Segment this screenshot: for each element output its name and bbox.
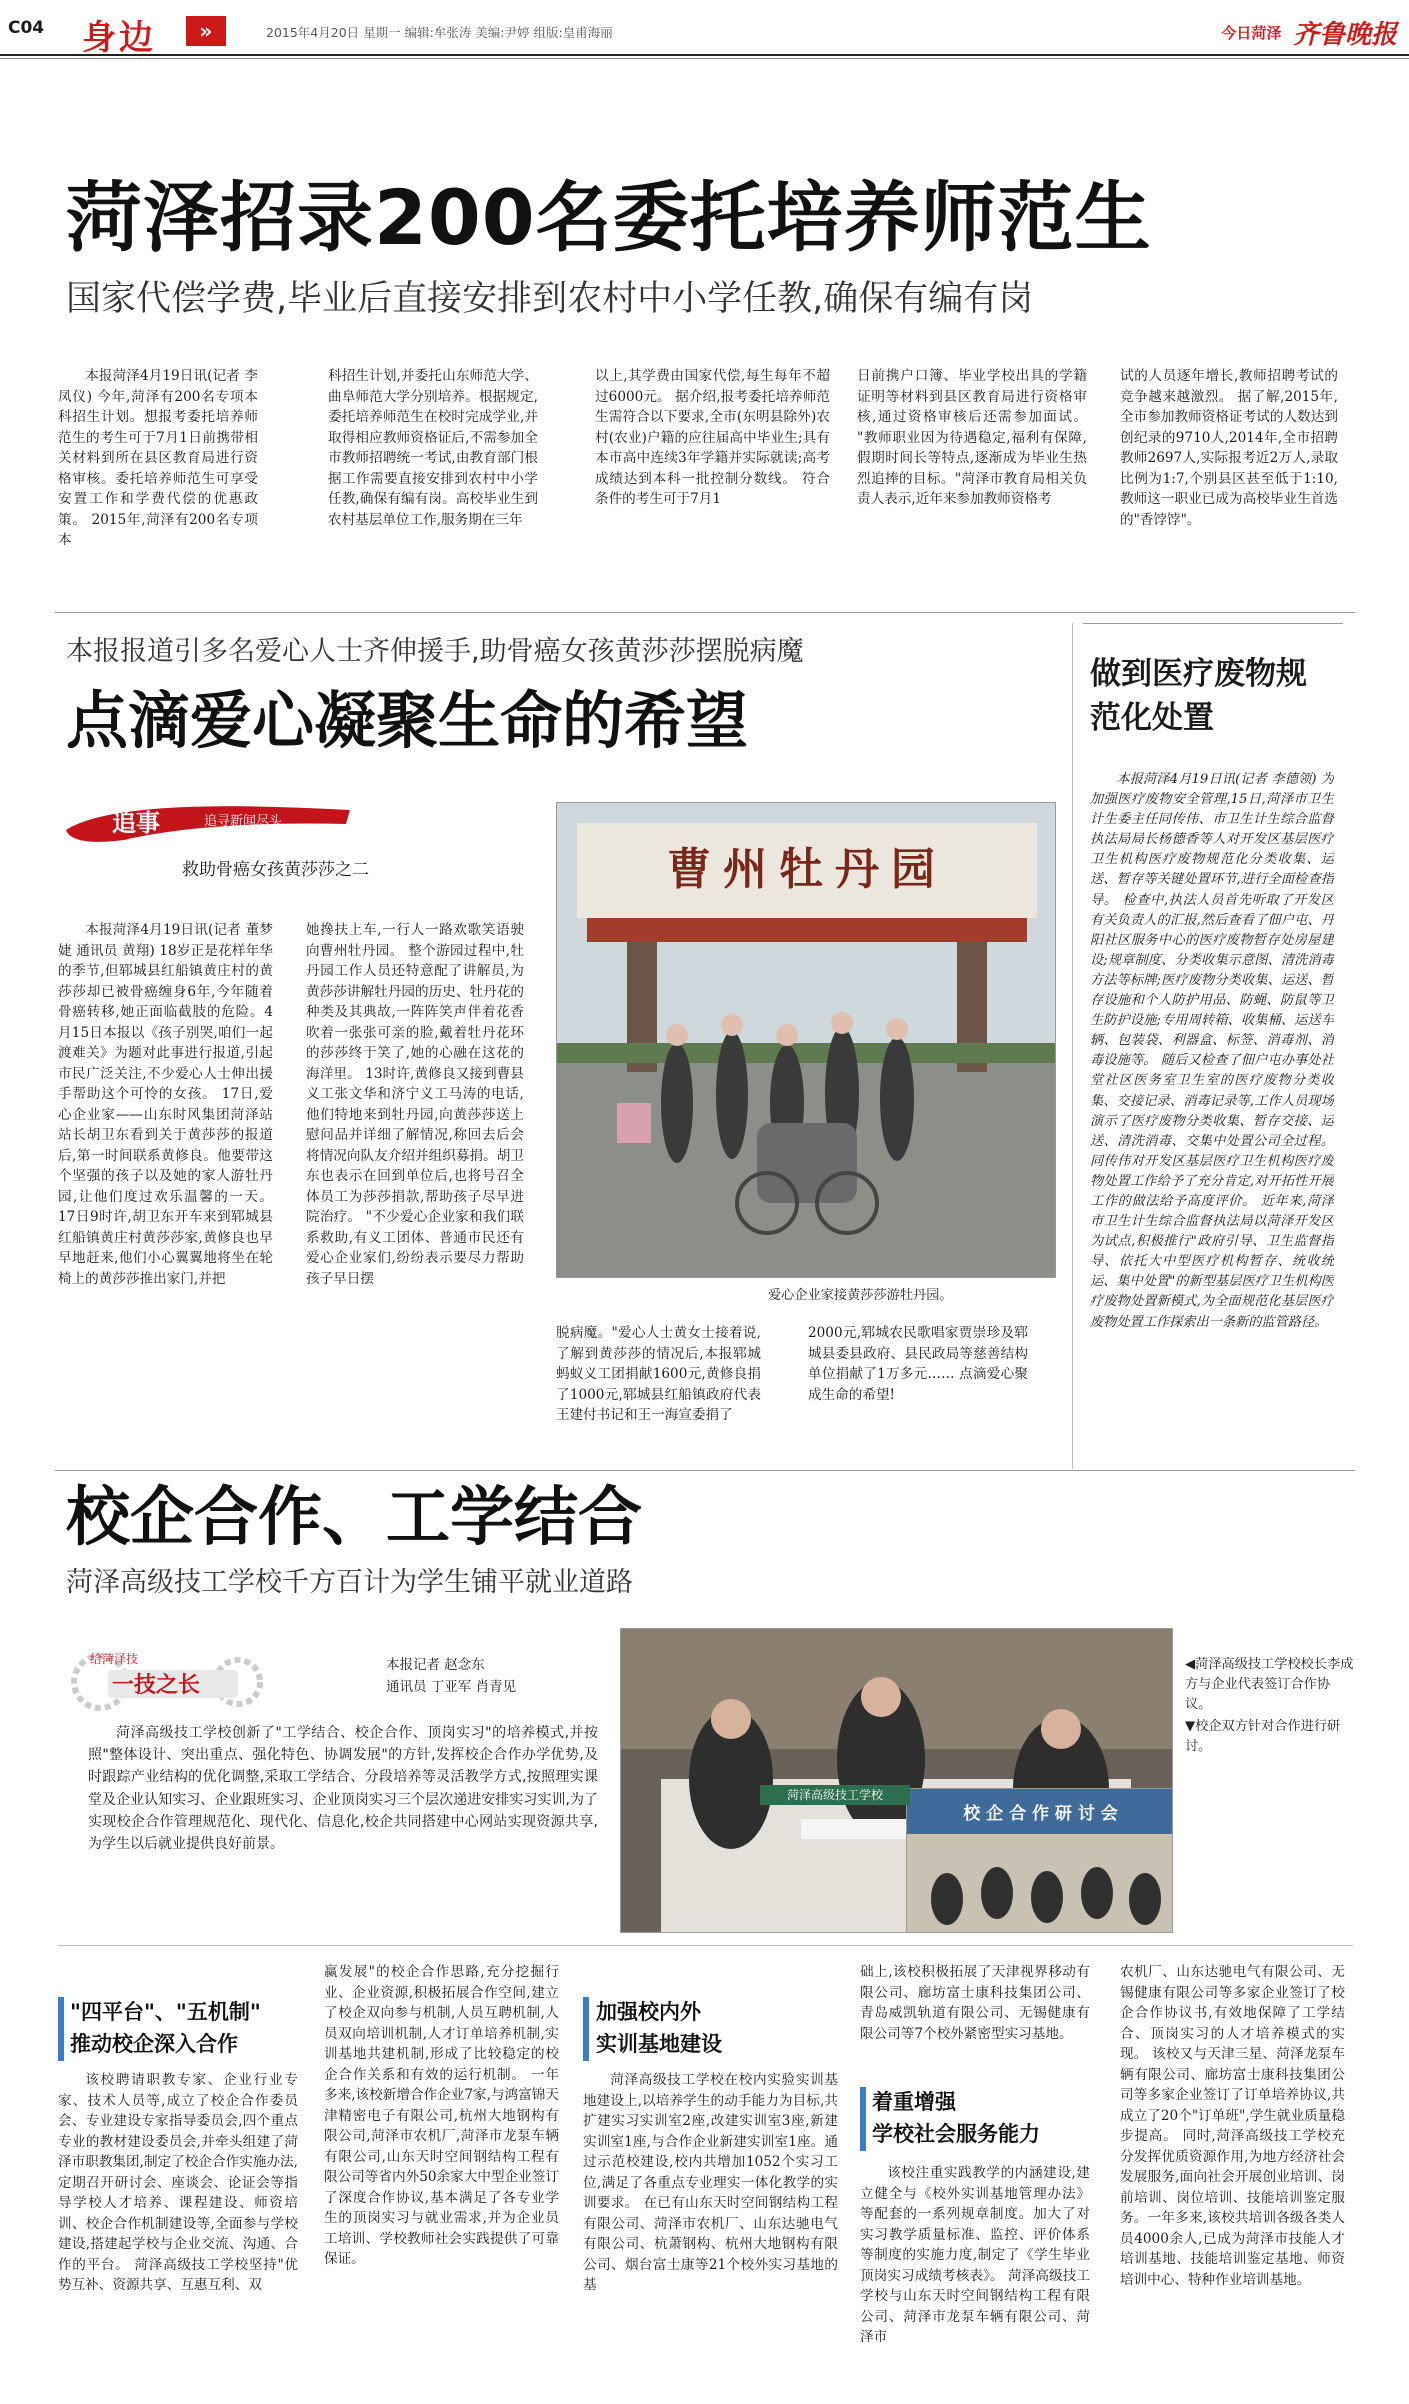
brand bbox=[1221, 14, 1397, 51]
article1-subtitle: 国家代偿学费,毕业后直接安排到农村中小学任教,确保有编有岗 bbox=[66, 279, 1034, 319]
article2-bottom-rule bbox=[55, 1470, 1355, 1471]
school-seminar-photo bbox=[906, 1788, 1173, 1933]
subhead1-line1: "四平台"、"五机制" bbox=[70, 2000, 261, 2024]
article2-kicker: 本报报道引多名爱心人士齐伸援手,助骨癌女孩黄莎莎摆脱病魔 bbox=[66, 636, 804, 667]
sidebar-rule-top bbox=[1083, 623, 1343, 624]
badge-label: 追事 bbox=[112, 808, 160, 837]
article3-col2: 赢发展"的校企合作思路,充分挖掘行业、企业资源,积极拓展合作空间,建立了校企双向参与机制,人员互聘机制,人员双向培训机制,人才订单培养机制,实训基地共建机制,形成了比较稳定的校企合作关系和有效的运行机制。 一年多来,该校新增合作企业7家,与鸿富锦天津精密电子有限公司,杭州大地钢构有限公司,菏泽市农机厂,菏泽市龙泵车辆有限公司,山东天时空间钢结构工程有限公司等省内外50余家大中型企业签订了深度合作协议,基本满足了各专业学生的顶岗实习与就业需求,并为企业员工培训、学校教师社会实践提供了可靠保证。 bbox=[324, 1964, 559, 2267]
caption-arrow-icon: ▼ bbox=[1185, 1719, 1196, 1734]
article2-col2: 她搀扶上车,一行人一路欢歌笑语驶向曹州牡丹园。 整个游园过程中,牡丹园工作人员还特意配了讲解员,为黄莎莎讲解牡丹园的历史、牡丹花的种类及其典故,一阵阵笑声伴着花香吹着一张张可亲的脸,戴着牡丹花环的莎莎终于笑了,她的心融在这花的海洋里。 13时许,黄修良又接到曹县义工张文华和济宁义工马涛的电话,他们特地来到牡丹园,向黄莎莎送上慰问品并详细了解情况,称回去后会将情况向队友介绍并组织募捐。胡卫东也表示在回到单位后,也将号召全体员工为莎莎捐款,帮助孩子尽早进院治疗。 "不少爱心企业家和我们联系救助,有义工团体、普通市民还有爱心企业家们,纷纷表示要尽力帮助孩子早日摆 bbox=[306, 922, 524, 1287]
school-photo-caption-2: ▼校企双方针对合作进行研讨。 bbox=[1185, 1719, 1341, 1754]
article3-col5: 农机厂、山东达驰电气有限公司、无锡健康有限公司等多家企业签订了校企合作协议书,有效地保障了工学结合、顶岗实习的人才培养模式的实现。 该校又与天津三星、菏泽龙泵车辆有限公司、廊坊富士康科技集团公司等多家企业签订了订单培养协议,共成立了20个"订单班",学生就业质量稳步提高。 同时,菏泽高级技工学校充分发挥优质资源作用,为地方经济社会发展服务,面向社会开展创业培训、岗前培训、岗位培训、技能培训鉴定服务。一年多来,该校共培训各级各类人员4000余人,已成为菏泽市技能人才培训基地、技能培训鉴定基地、师资培训中心、特种作业培训基地。 bbox=[1120, 1964, 1345, 2288]
caption-arrow-icon: ◀ bbox=[1185, 1657, 1196, 1672]
peony-garden-photo bbox=[556, 802, 1056, 1278]
sidebar-title: 做到医疗废物规范化处置 bbox=[1090, 656, 1307, 736]
subhead2-line1: 加强校内外 bbox=[596, 2000, 701, 2024]
article1-col1: 本报菏泽4月19日讯(记者 李凤仪) 今年,菏泽有200名专项本科招生计划。想报考委托培养师范生的考生可于7月1日前携带相关材料到所在县区教育局进行资格审核。委托培养师范生可享受安置工作和学费代偿的优惠政策。 2015年,菏泽有200名专项本 bbox=[58, 368, 258, 548]
brand-small: 今日菏泽 bbox=[1221, 24, 1282, 42]
sidebar-rule-left bbox=[1072, 623, 1073, 1469]
article3-subtitle: 菏泽高级技工学校千方百计为学生铺平就业道路 bbox=[66, 1567, 633, 1598]
article1-col4: 日前携户口簿、毕业学校出具的学籍证明等材料到县区教育局进行资格审核,通过资格审核后还需参加面试。 "教师职业因为待遇稳定,福利有保障,假期时间长等特点,逐渐成为毕业生热烈追捧的目标。"菏泽市教育局相关负责人表示,近年来参加教师资格考 bbox=[857, 368, 1087, 507]
yijizhichang-badge bbox=[68, 1650, 268, 1714]
page-number: C04 bbox=[8, 18, 45, 38]
article3-reporters: 本报记者 赵念东 通讯员 丁亚军 肖青见 bbox=[386, 1657, 517, 1695]
subhead2-line2: 实训基地建设 bbox=[596, 2032, 722, 2056]
article1-col5: 试的人员逐年增长,教师招聘考试的竞争越来越激烈。 据了解,2015年,全市参加教师资格证考试的人数达到创纪录的9710人,2014年,全市招聘教师2697人,实际报考近2万人,录取比例为1:7,个别县区甚至低于1:10,教师这一职业已成为高校毕业生首选的"香饽饽"。 bbox=[1120, 368, 1338, 528]
article3-col4a: 础上,该校积极拓展了天津视界移动有限公司、廊坊富士康科技集团公司、青岛威凯轨道有限公司、无锡健康有限公司等7个校外紧密型实习基地。 bbox=[860, 1964, 1090, 2042]
subhead1-bar bbox=[58, 1997, 64, 2061]
article2-col4: 2000元,郓城农民歌唱家贾崇珍及郓城县委县政府、县民政局等慈善结构单位捐献了1万多元…… 点滴爱心聚成生命的希望! bbox=[808, 1325, 1028, 1403]
article1-col2: 科招生计划,并委托山东师范大学、曲阜师范大学分别培养。根据规定,委托培养师范生在校时完成学业,并取得相应教师资格证后,不需参加全市教师招聘统一考试,由教育部门根据工作需要直接安排到农村中小学任教,确保有编有岗。高校毕业生到农村基层单位工作,服务期在三年 bbox=[328, 368, 538, 528]
subhead3-bar bbox=[860, 2087, 866, 2151]
subhead3-line1: 着重增强 bbox=[872, 2090, 956, 2114]
article3-col1: 该校聘请职教专家、企业行业专家、技术人员等,成立了校企合作委员会、专业建设专家指导委员会,四个重点专业的教材建设委员会,并牵头组建了菏泽市职教集团,制定了校企合作实施办法,定期召开研讨会、座谈会、论证会等指导学校人才培养、课程建设、师资培训、校企合作机制建设等,全面参与学校建设,搭建起学校与企业交流、沟通、合作的平台。 菏泽高级技工学校坚持"优势互补、资源共享、互惠互利、双 bbox=[58, 2072, 298, 2293]
series-label: 救助骨癌女孩黄莎莎之二 bbox=[182, 860, 369, 880]
photo-sign-text: 曹州牡丹园 bbox=[667, 844, 947, 895]
article3-col3: 菏泽高级技工学校在校内实验实训基地建设上,以培养学生的动手能力为目标,共扩建实习实训室2座,改建实训室3座,新建实训室1座,与合作企业新建实训室1座。通过示范校建设,校内共增加1052个实习工位,满足了各重点专业理实一体化教学的实训要求。 在已有山东天时空间钢结构工程有限公司、菏泽市农机厂、山东达驰电气有限公司、杭萧钢构、杭州大地钢构有限公司、烟台富士康等21个校外实习基地的基 bbox=[583, 2072, 838, 2293]
article1-title: 菏泽招录200名委托培养师范生 bbox=[66, 173, 1152, 262]
article1-col3: 以上,其学费由国家代偿,每生每年不超过6000元。 据介绍,报考委托培养师范生需符合以下要求,全市(东明县除外)农村(农业)户籍的应往届高中毕业生;具有本市高中连续3年学籍并实际就读;高考成绩达到本科一批控制分数线。 符合条件的考生可于7月1 bbox=[595, 368, 830, 507]
article2-col1: 本报菏泽4月19日讯(记者 董梦婕 通讯员 黄翔) 18岁正是花样年华的季节,但郓城县红船镇黄庄村的黄莎莎却已被骨癌缠身6年,今年随着骨癌转移,她正面临截肢的危险。4月15日本报以《孩子别哭,咱们一起渡难关》为题对此事进行报道,引起市民广泛关注,不少爱心人士伸出援手帮助这个可怜的女孩。 17日,爱心企业家——山东时风集团菏泽站站长胡卫东看到关于黄莎莎的报道后,第一时间联系黄修良。他要带这个坚强的孩子以及她的家人游牡丹园,让他们度过欢乐温馨的一天。 17日9时许,胡卫东开车来到郓城县红船镇黄庄村黄莎莎家,黄修良也早早地赶来,他们小心翼翼地将坐在轮椅上的黄莎莎推出家门,并把 bbox=[58, 922, 273, 1287]
section-arrow-icon: » bbox=[186, 16, 226, 46]
subhead3-line2: 学校社会服务能力 bbox=[872, 2122, 1040, 2146]
article1-rule bbox=[55, 612, 1355, 613]
article3-mid-rule bbox=[58, 1945, 1353, 1946]
article3-title: 校企合作、工学结合 bbox=[66, 1481, 642, 1555]
sidebar-body: 本报菏泽4月19日讯(记者 李德领) 为加强医疗废物安全管理,15日,菏泽市卫生计生委主任同传伟、市卫生计生综合监督执法局局长杨德香等人对开发区基层医疗卫生机构医疗废物规范化分类收集、运送、暂存等关键处置环节,进行全面检查指导。 检查中,执法人员首先听取了开发区有关负责人的汇报,然后查看了佃户屯、丹阳社区服务中心的医疗废物暂存处房屋建设;规章制度、分类收集示意图、清洗消毒方法等标牌;医疗废物分类收集、运送、暂存设施和个人防护用品、防蝇、防鼠等卫生防护设施;专用周转箱、收集桶、运送车辆、包装袋、利器盒、标签、消毒剂、消毒设施等。 随后又检查了佃户屯办事处社堂社区医务室卫生室的医疗废物分类收集、交接记录、消毒记录等,工作人员现场演示了医疗废物分类收集、暂存交接、运送、清洗消毒、交集中处置公司全过程。同传伟对开发区基层医疗卫生机构医疗废物处置工作给予了充分肯定,对开拓性开展工作的做法给予高度评价。 近年来,菏泽市卫生计生综合监督执法局以菏泽开发区为试点,积极推行"政府引导、卫生监督指导、依托大中型医疗机构暂存、统收统运、集中处置"的新型基层医疗卫生机构医疗废物处置新模式,为全面规范化基层医疗废物处置工作探索出一条新的监管路径。 bbox=[1090, 772, 1334, 1330]
article3-intro: 菏泽高级技工学校创新了"工学结合、校企合作、顶岗实习"的培养模式,并按照"整体设计、突出重点、强化特色、协调发展"的方针,发挥校企合作办学优势,及时跟踪产业结构的优化调整,采取工学结合、分段培养等灵活教学方式,按照理实课堂及企业认知实习、企业跟班实习、企业顶岗实习三个层次递进安排实习实训,为了实现校企合作管理规范化、现代化、信息化,校企共同搭建中心网站实现资源共享,为学生以后就业提供良好前景。 bbox=[88, 1725, 598, 1853]
school-photo-caption-1: ◀菏泽高级技工学校校长李成方与企业代表签订合作协议。 bbox=[1185, 1657, 1354, 1712]
brand-logo: 齐鲁晚报 bbox=[1292, 20, 1397, 50]
article3-col4b: 该校注重实践教学的内涵建设,建立健全与《校外实训基地管理办法》等配套的一系列规章制度。加大了对实习教学质量标准、监控、评价体系等制度的实施力度,制定了《学生毕业顶岗实习成绩考核表》。 菏泽高级技工学校与山东天时空间钢结构工程有限公司、菏泽市龙泵车辆有限公司、菏泽市 bbox=[860, 2165, 1090, 2345]
badge-main-text: 一技之长 bbox=[112, 1672, 201, 1698]
seminar-banner-text: 校 企 合 作 研 讨 会 bbox=[963, 1804, 1118, 1824]
badge-top-text: 给菏泽技 bbox=[90, 1652, 139, 1666]
badge-tagline: 追寻新闻尽头 bbox=[204, 814, 283, 829]
zhuishi-badge bbox=[64, 800, 354, 844]
header-rule bbox=[0, 54, 1409, 56]
subhead1-line2: 推动校企深入合作 bbox=[70, 2032, 238, 2056]
section-title: 身边 bbox=[82, 18, 156, 58]
peony-photo-caption: 爱心企业家接黄莎莎游牡丹园。 bbox=[768, 1288, 953, 1303]
signing-banner-text: 菏泽高级技工学校 bbox=[760, 1785, 910, 1805]
header-rule-thin bbox=[0, 58, 1409, 59]
issue-meta: 2015年4月20日 星期一 编辑:牟张涛 美编:尹婷 组版:皇甫海丽 bbox=[266, 25, 613, 40]
article2-title: 点滴爱心凝聚生命的希望 bbox=[66, 684, 749, 757]
article2-col3: 脱病魔。"爱心人士黄女士接着说,了解到黄莎莎的情况后,本报郓城蚂蚁义工团捐献1600元,黄修良捐了1000元,郓城县红船镇政府代表王建付书记和王一海宣委捐了 bbox=[556, 1325, 761, 1423]
subhead2-bar bbox=[583, 1997, 589, 2061]
